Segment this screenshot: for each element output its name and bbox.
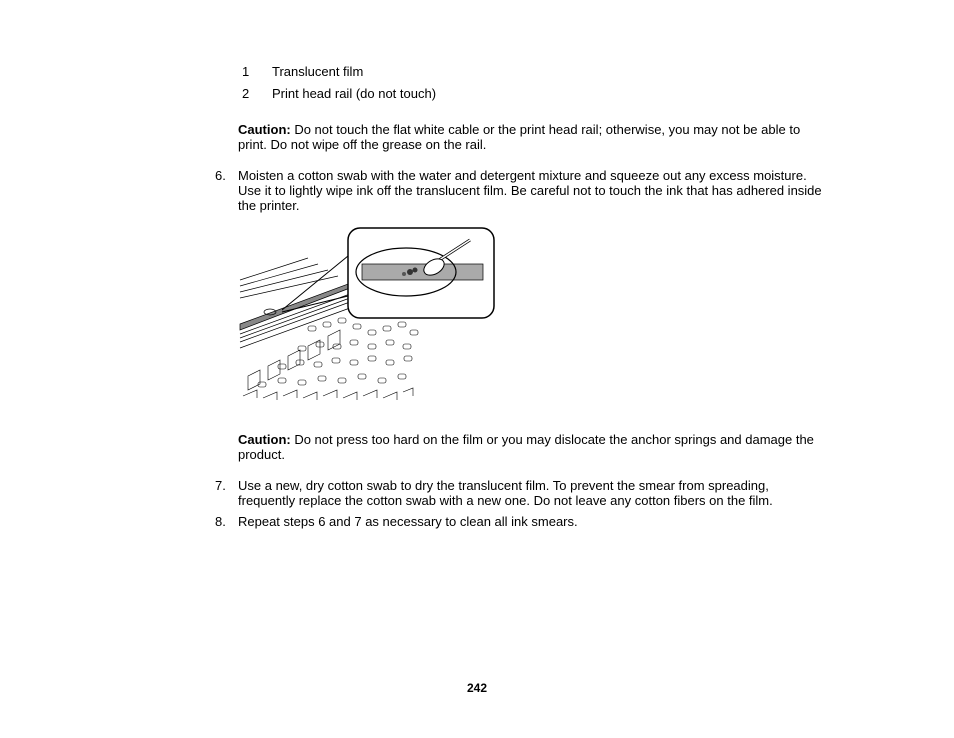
caution-text: Do not touch the flat white cable or the print head rail; otherwise, you may not be able to print. Do not wipe off the grease on the rail. — [238, 122, 801, 152]
legend-number-2: 2 — [242, 86, 250, 101]
caution-label: Caution: — [238, 432, 291, 447]
page-number: 242 — [466, 681, 488, 695]
step-number-6: 6. — [215, 168, 226, 183]
legend-text-print-head-rail: Print head rail (do not touch) — [272, 86, 437, 101]
step-text-6: Moisten a cotton swab with the water and detergent mixture and squeeze out any excess moisture. Use it to lightly wipe ink off the translucent film. Be careful not to touch the ink that has adhered inside the printer. — [238, 168, 822, 213]
step-number-8: 8. — [215, 514, 226, 529]
step-number-7: 7. — [215, 478, 226, 493]
translucent-film-cleaning-illustration — [238, 226, 496, 402]
step-text-8: Repeat steps 6 and 7 as necessary to clean all ink smears. — [238, 514, 578, 529]
legend-text-translucent-film: Translucent film — [272, 64, 364, 79]
caution-note-1 — [238, 122, 818, 152]
caution-note-2 — [238, 432, 828, 462]
caution-label: Caution: — [238, 122, 291, 137]
legend-number-1: 1 — [242, 64, 250, 79]
caution-text: Do not press too hard on the film or you may dislocate the anchor springs and damage the product. — [238, 432, 814, 462]
step-text-7: Use a new, dry cotton swab to dry the translucent film. To prevent the smear from spreading, frequently replace the cotton swab with a new one. Do not leave any cotton fibers on the film. — [238, 478, 773, 508]
